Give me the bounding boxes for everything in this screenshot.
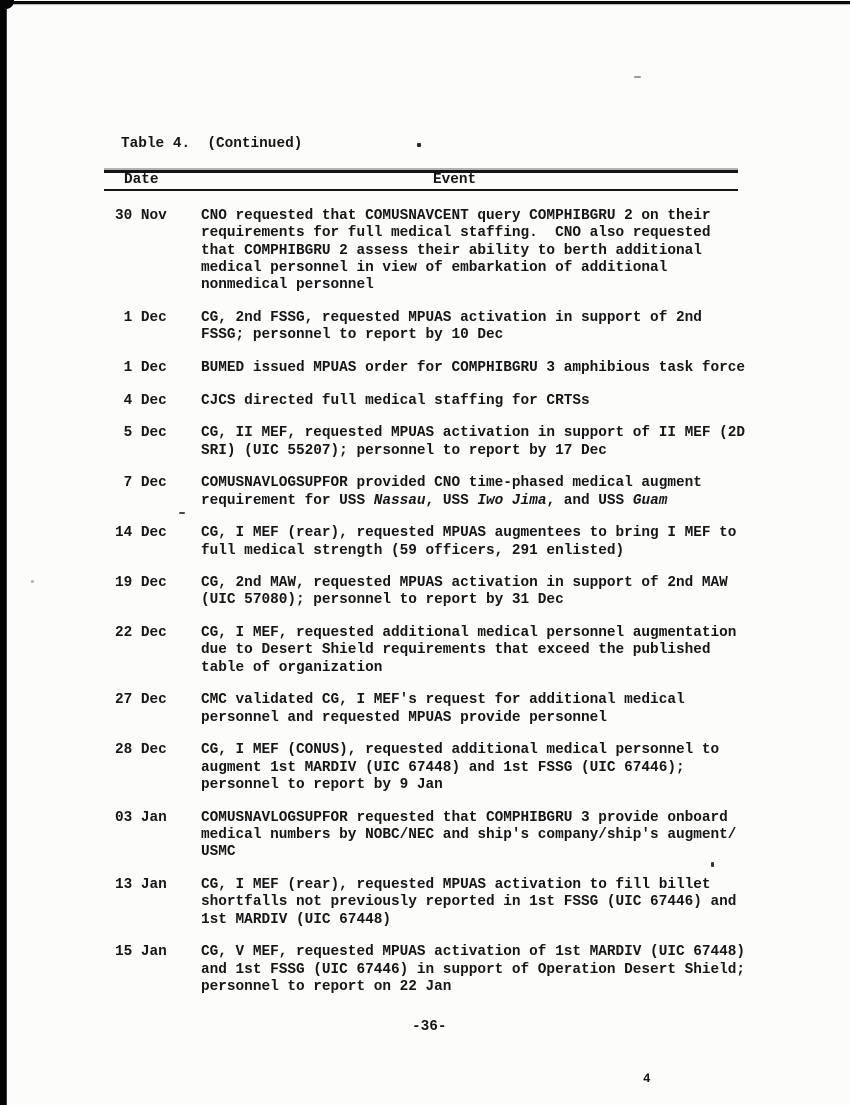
event-date: 5 Dec xyxy=(115,425,167,442)
table-row xyxy=(115,360,759,377)
table-row xyxy=(115,742,759,794)
event-date: 15 Jan xyxy=(115,944,167,961)
event-description: BUMED issued MPUAS order for COMPHIBGRU 3 amphibious task force xyxy=(201,359,746,376)
table-row xyxy=(115,310,759,345)
table-title: Table 4. (Continued) xyxy=(121,136,303,152)
event-date: 1 Dec xyxy=(115,309,167,326)
scan-edge-corner xyxy=(0,0,14,9)
event-description: CG, V MEF, requested MPUAS activation of 1st MARDIV (UIC 67448) and 1st FSSG (UIC 67446) in support of Operation Desert Shield; personnel to report on 22 Jan xyxy=(201,944,746,995)
event-date: 1 Dec xyxy=(115,359,167,376)
scan-edge-top xyxy=(0,1,850,4)
event-description: CMC validated CG, I MEF's request for additional medical personnel and requested MPUAS provide personnel xyxy=(201,692,685,726)
event-description: CG, I MEF, requested additional medical personnel augmentation due to Desert Shield requirements that exceed the published table of organization xyxy=(201,625,737,676)
event-description: CG, 2nd MAW, requested MPUAS activation in support of 2nd MAW (UIC 57080); personnel to report by 31 Dec xyxy=(201,575,728,609)
column-header-event: Event xyxy=(433,172,477,188)
event-date: 22 Dec xyxy=(115,625,167,642)
event-date: 4 Dec xyxy=(115,392,167,409)
table-row xyxy=(115,877,759,929)
scan-speck xyxy=(711,862,714,867)
event-description: CG, 2nd FSSG, requested MPUAS activation in support of 2nd FSSG; personnel to report by 10 Dec xyxy=(201,309,702,344)
table-row xyxy=(115,810,759,862)
event-description: CG, I MEF (rear), requested MPUAS augmentees to bring I MEF to full medical strength (59 officers, 291 enlisted) xyxy=(201,525,737,559)
scan-speck xyxy=(179,512,185,514)
event-date: 13 Jan xyxy=(115,877,167,893)
scan-speck xyxy=(634,76,641,78)
event-description: CG, I MEF (CONUS), requested additional medical personnel to augment 1st MARDIV (UIC 67448) and 1st FSSG (UIC 67446); personnel to report by 9 Jan xyxy=(201,742,720,794)
event-date: 14 Dec xyxy=(115,525,167,542)
ship-name: Iwo Jima xyxy=(477,492,547,509)
table-row xyxy=(115,944,759,996)
ship-name: Nassau xyxy=(373,492,426,509)
stray-mark: 4 xyxy=(643,1072,651,1086)
event-description: CG, II MEF, requested MPUAS activation in support of II MEF (2D SRI) (UIC 55207); personnel to report by 17 Dec xyxy=(201,425,746,459)
scan-edge-left xyxy=(0,0,7,1105)
scan-speck xyxy=(31,580,34,583)
event-date: 03 Jan xyxy=(115,809,167,826)
table-body xyxy=(115,208,759,1012)
table-row xyxy=(115,575,759,610)
page-number: -36- xyxy=(412,1019,447,1035)
ship-name: Guam xyxy=(632,492,668,509)
table-row xyxy=(115,393,759,410)
event-date: 30 Nov xyxy=(115,208,167,224)
event-description: CJCS directed full medical staffing for CRTSs xyxy=(201,392,590,409)
event-description: CG, I MEF (rear), requested MPUAS activation to fill billet shortfalls not previously reported in 1st FSSG (UIC 67446) and 1st MARDIV (UIC 67448) xyxy=(201,877,737,928)
event-date: 7 Dec xyxy=(115,475,167,492)
table-row xyxy=(115,625,759,677)
table-rule-top xyxy=(104,170,738,173)
event-description: COMUSNAVLOGSUPFOR requested that COMPHIBGRU 3 provide onboard medical numbers by NOBC/NEC and ship's company/ship's augment/ USMC xyxy=(201,809,737,861)
table-row xyxy=(115,692,759,727)
column-header-date: Date xyxy=(124,172,159,188)
table-row xyxy=(115,425,759,460)
event-description: COMUSNAVLOGSUPFOR provided CNO time-phased medical augment requirement for USS Nassau, USS Iwo Jima, and USS Guam xyxy=(201,475,702,509)
scan-speck xyxy=(417,143,421,147)
event-date: 19 Dec xyxy=(115,575,167,592)
event-date: 28 Dec xyxy=(115,742,167,759)
table-rule-bottom xyxy=(104,189,738,191)
event-description: CNO requested that COMUSNAVCENT query COMPHIBGRU 2 on their requirements for full medical staffing. CNO also requested that COMPHIBGRU 2 assess their ability to berth additional medical personnel in view of embarkation of additional nonmedical personnel xyxy=(201,208,711,294)
event-date: 27 Dec xyxy=(115,692,167,709)
table-row xyxy=(115,525,759,560)
table-row xyxy=(115,475,759,510)
table-row xyxy=(115,208,759,294)
